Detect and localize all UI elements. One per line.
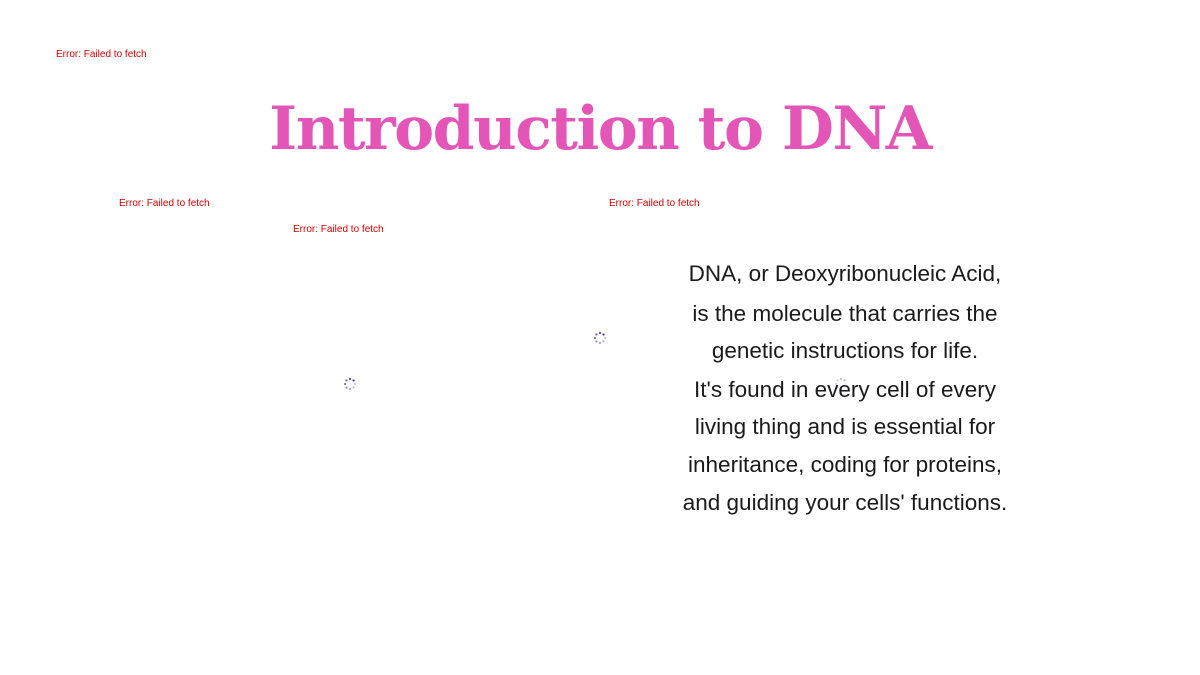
spinner-dot <box>349 378 351 380</box>
spinner-dot <box>595 340 597 342</box>
spinner-dot <box>602 340 604 342</box>
error-message-top: Error: Failed to fetch <box>56 49 147 60</box>
spinner-dot <box>345 379 347 381</box>
spinner-dot <box>594 337 596 339</box>
spinner-dot <box>354 383 356 385</box>
page-title: Introduction to DNA <box>269 94 931 164</box>
loading-spinner-icon <box>343 377 357 391</box>
error-message-left-column: Error: Failed to fetch <box>119 198 210 209</box>
spinner-dot <box>344 383 346 385</box>
error-message-left-inner: Error: Failed to fetch <box>293 224 384 235</box>
spinner-dot <box>604 337 606 339</box>
spinner-dot <box>352 379 354 381</box>
description-line: genetic instructions for life. <box>711 338 979 363</box>
description-line: inheritance, coding for proteins, <box>688 452 1002 477</box>
dna-description <box>630 256 1060 522</box>
error-message-right-column: Error: Failed to fetch <box>609 198 700 209</box>
description-line: and guiding your cells' functions. <box>682 490 1008 515</box>
spinner-dot <box>352 386 354 388</box>
spinner-dot <box>349 388 351 390</box>
spinner-dot <box>595 333 597 335</box>
loading-spinner-icon <box>593 331 607 345</box>
spinner-dot <box>345 386 347 388</box>
description-line: It's found in every cell of every <box>694 377 996 402</box>
spinner-dot <box>602 333 604 335</box>
spinner-dot <box>599 332 601 334</box>
description-line: living thing and is essential for <box>694 414 996 439</box>
description-line: is the molecule that carries the <box>692 301 998 326</box>
description-line: DNA, or Deoxyribonucleic Acid, <box>688 261 1002 286</box>
spinner-dot <box>599 342 601 344</box>
